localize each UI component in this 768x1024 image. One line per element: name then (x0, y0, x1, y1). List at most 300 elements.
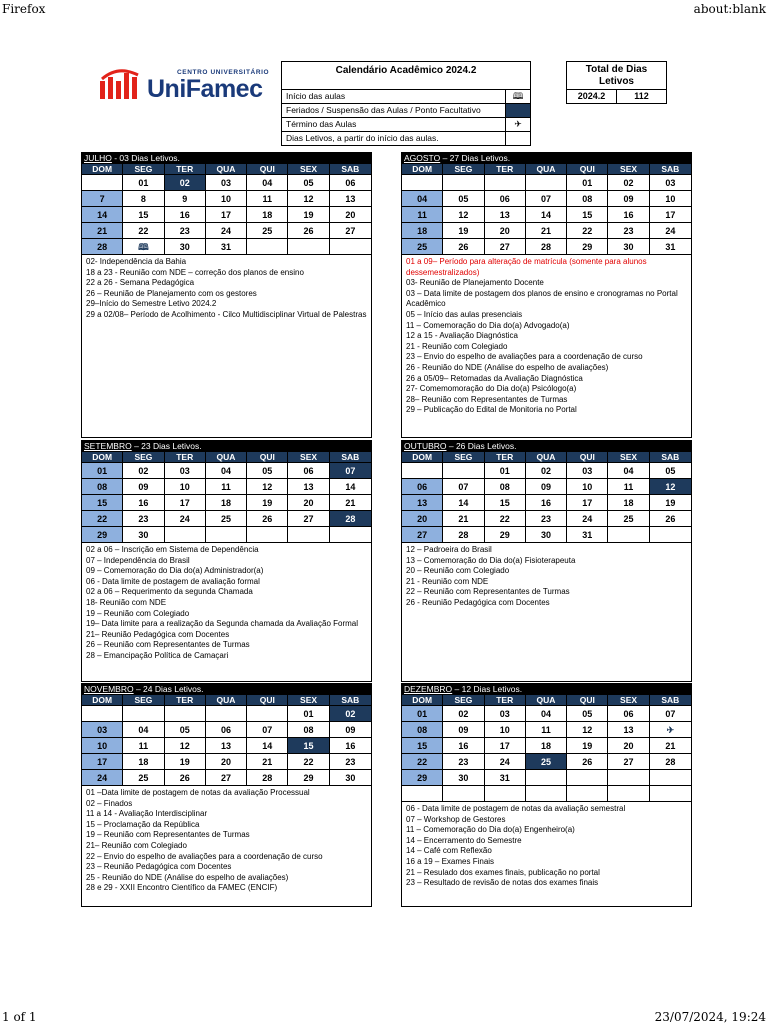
day-cell: 10 (82, 738, 123, 754)
day-cell: 27 (330, 223, 371, 239)
legend-item-label: Início das aulas (282, 90, 506, 103)
note-item: 12 a 15 - Avaliação Diagnóstica (406, 331, 518, 341)
day-cell: 01 (82, 463, 123, 479)
month-dezembro (401, 683, 692, 907)
note-item: 01 –Data limite de postagem de notas da avaliação Processual (86, 788, 310, 797)
day-cell: 09 (330, 722, 371, 738)
day-cell: 18 (526, 738, 567, 754)
day-cell: 13 (288, 479, 329, 495)
month-julho (81, 152, 372, 438)
day-cell: 27 (485, 239, 526, 255)
day-cell: 19 (247, 495, 288, 511)
day-cell: 05 (650, 463, 691, 479)
day-cell: 23 (330, 754, 371, 770)
month-name: AGOSTO (404, 153, 441, 163)
month-title (82, 441, 371, 452)
month-title (402, 441, 691, 452)
day-cell: 04 (608, 463, 649, 479)
note-item: 25 - Reunião do NDE (Análise do espelho de avaliações) (86, 872, 289, 882)
month-name: OUTUBRO (404, 441, 447, 451)
note-item: 22 a 26 - Semana Pedagógica (86, 278, 195, 288)
day-cell: 25 (526, 754, 567, 770)
empty-day-cell (608, 770, 649, 786)
day-cell: 17 (165, 495, 206, 511)
empty-day-cell (82, 706, 123, 722)
month-grid (82, 695, 371, 786)
day-cell: 20 (206, 754, 247, 770)
note-item: 29 a 02/08– Período de Acolhimento - Cilco Multidisciplinar Virtual de Palestras (86, 309, 367, 319)
weekday-header: TER (485, 164, 526, 175)
legend-item-label: Término das Aulas (282, 118, 506, 131)
month-notes (402, 802, 691, 891)
month-school-days: – 24 Dias Letivos. (133, 684, 204, 694)
empty-day-cell (123, 706, 164, 722)
month-grid (402, 695, 691, 802)
empty-day-cell (608, 786, 649, 802)
day-cell: 13 (485, 207, 526, 223)
note-item: 28 – Emancipação Política de Camaçari (86, 650, 229, 660)
day-cell: 19 (567, 738, 608, 754)
day-cell: 06 (608, 706, 649, 722)
day-cell: 14 (247, 738, 288, 754)
empty-day-cell (165, 706, 206, 722)
day-cell: 15 (288, 738, 329, 754)
day-cell: 06 (206, 722, 247, 738)
month-grid (82, 164, 371, 255)
note-item: 21 - Reunião com Colegiado (406, 341, 508, 351)
day-cell: 17 (206, 207, 247, 223)
month-grid (402, 452, 691, 543)
note-item: 02 a 06 – Inscrição em Sistema de Dependência (86, 545, 259, 554)
weekday-header: DOM (82, 452, 123, 463)
note-item: 19 – Reunião com Colegiado (86, 608, 190, 618)
note-item: 19– Data limite para a realização da Segunda chamada da Avaliação Formal (86, 619, 359, 629)
day-cell: 15 (82, 495, 123, 511)
note-item: 14 – Encerramento do Semestre (406, 835, 522, 845)
month-school-days: – 23 Dias Letivos. (131, 441, 202, 451)
day-cell: 19 (165, 754, 206, 770)
day-cell: 27 (608, 754, 649, 770)
empty-day-cell (526, 770, 567, 786)
day-cell: 30 (608, 239, 649, 255)
note-item: 28– Reunião com Representantes de Turmas (406, 394, 568, 404)
legend-item-label: Dias Letivos, a partir do início das aulas. (282, 132, 506, 145)
month-title (82, 684, 371, 695)
day-cell: 23 (165, 223, 206, 239)
day-cell: 01 (567, 175, 608, 191)
weekday-header: SEX (288, 695, 329, 706)
note-item: 26 - Reunião do NDE (Análise do espelho de avaliações) (406, 362, 609, 372)
note-item: 03- Reunião de Planejamento Docente (406, 278, 544, 288)
day-cell: 11 (123, 738, 164, 754)
day-cell: 21 (526, 223, 567, 239)
month-school-days: – 12 Dias Letivos. (452, 684, 523, 694)
day-cell: 23 (608, 223, 649, 239)
day-cell: 12 (650, 479, 691, 495)
day-cell: 02 (526, 463, 567, 479)
weekday-header: SEG (443, 164, 484, 175)
day-cell: 23 (526, 511, 567, 527)
browser-url: about:blank (693, 2, 766, 16)
day-cell: 29 (82, 527, 123, 543)
day-cell: 28 (330, 511, 371, 527)
empty-day-cell (402, 463, 443, 479)
note-item: 29–Início do Semestre Letivo 2024.2 (86, 299, 217, 309)
weekday-header: DOM (402, 164, 443, 175)
weekday-header: TER (485, 452, 526, 463)
day-cell: 22 (123, 223, 164, 239)
print-datetime: 23/07/2024, 19:24 (654, 1010, 766, 1024)
month-novembro (81, 683, 372, 907)
weekday-header: QUA (526, 164, 567, 175)
weekday-header: SEX (608, 164, 649, 175)
day-cell: 24 (206, 223, 247, 239)
weekday-header: SEG (123, 164, 164, 175)
logo-mark-icon (98, 69, 144, 101)
note-item: 26 - Reunião Pedagógica com Docentes (406, 597, 550, 607)
weekday-header: SEG (443, 695, 484, 706)
note-item: 16 a 19 – Exames Finais (406, 856, 495, 866)
day-cell: 09 (526, 479, 567, 495)
day-cell: 27 (206, 770, 247, 786)
month-notes (82, 543, 371, 664)
note-item: 11 a 14 - Avaliação Interdisciplinar (86, 809, 208, 819)
empty-day-cell (650, 786, 691, 802)
day-cell: 08 (485, 479, 526, 495)
day-cell: 04 (206, 463, 247, 479)
empty-day-cell (330, 239, 371, 255)
day-cell: 04 (526, 706, 567, 722)
day-cell: 03 (82, 722, 123, 738)
day-cell: 16 (526, 495, 567, 511)
note-item: 23 – Resultado de revisão de notas dos exames finais (406, 878, 599, 888)
day-cell: 07 (443, 479, 484, 495)
day-cell: 12 (247, 479, 288, 495)
day-cell: 20 (330, 207, 371, 223)
day-cell: 09 (608, 191, 649, 207)
month-notes (82, 255, 371, 323)
book-icon: 🕮 (512, 91, 524, 101)
day-cell: 10 (485, 722, 526, 738)
note-item: 22 – Reunião com Representantes de Turmas (406, 587, 570, 597)
empty-day-cell (443, 786, 484, 802)
empty-day-cell (526, 175, 567, 191)
day-cell: 03 (165, 463, 206, 479)
day-cell: 16 (165, 207, 206, 223)
day-cell: 16 (123, 495, 164, 511)
day-cell: 21 (82, 223, 123, 239)
day-cell: 28 (526, 239, 567, 255)
empty-day-cell (485, 175, 526, 191)
day-cell: 18 (206, 495, 247, 511)
day-cell: 02 (608, 175, 649, 191)
empty-day-cell (247, 527, 288, 543)
weekday-header: TER (165, 452, 206, 463)
day-cell: 18 (123, 754, 164, 770)
day-cell: 09 (123, 479, 164, 495)
day-cell: 08 (567, 191, 608, 207)
empty-day-cell (650, 527, 691, 543)
day-cell: 03 (650, 175, 691, 191)
logo-name: UniFamec (147, 75, 263, 103)
empty-day-cell (567, 770, 608, 786)
day-cell: 24 (165, 511, 206, 527)
day-cell: 26 (443, 239, 484, 255)
book-icon: 🕮 (123, 239, 164, 255)
note-item: 21 - Reunião com NDE (406, 576, 489, 586)
empty-day-cell (82, 175, 123, 191)
month-school-days: – 26 Dias Letivos. (446, 441, 517, 451)
day-cell: 30 (165, 239, 206, 255)
note-item: 19 – Reunião com Representantes de Turmas (86, 830, 250, 840)
month-agosto (401, 152, 692, 438)
day-cell: 17 (650, 207, 691, 223)
weekday-header: QUA (526, 452, 567, 463)
day-cell: 10 (165, 479, 206, 495)
month-notes (82, 786, 371, 896)
day-cell: 30 (526, 527, 567, 543)
month-name: SETEMBRO (84, 441, 132, 451)
day-cell: 28 (247, 770, 288, 786)
browser-title: Firefox (2, 2, 46, 16)
day-cell: 26 (650, 511, 691, 527)
month-title (402, 684, 691, 695)
day-cell: 26 (288, 223, 329, 239)
day-cell: 07 (526, 191, 567, 207)
day-cell: 12 (165, 738, 206, 754)
day-cell: 24 (82, 770, 123, 786)
legend-box (281, 61, 531, 146)
empty-day-cell (443, 463, 484, 479)
empty-day-cell (288, 239, 329, 255)
empty-day-cell (288, 527, 329, 543)
weekday-header: QUA (206, 452, 247, 463)
month-school-days: – 27 Dias Letivos. (440, 153, 511, 163)
day-cell: 29 (485, 527, 526, 543)
day-cell: 20 (608, 738, 649, 754)
note-item: 11 – Comemoração do Dia do(a) Advogado(a) (406, 320, 570, 330)
note-item: 02 – Finados (86, 798, 133, 808)
day-cell: 17 (82, 754, 123, 770)
legend-title: Calendário Acadêmico 2024.2 (282, 62, 530, 90)
total-title: Total de Dias Letivos (567, 62, 666, 90)
day-cell: 18 (608, 495, 649, 511)
weekday-header: SAB (330, 164, 371, 175)
total-box (566, 61, 667, 104)
note-item: 26 – Reunião de Planejamento com os gestores (86, 288, 257, 298)
page-counter: 1 of 1 (2, 1010, 37, 1024)
day-cell: 27 (402, 527, 443, 543)
day-cell: 14 (82, 207, 123, 223)
legend-item-label: Feriados / Suspensão das Aulas / Ponto Facultativo (282, 104, 506, 117)
day-cell: 10 (567, 479, 608, 495)
day-cell: 06 (288, 463, 329, 479)
day-cell: 7 (82, 191, 123, 207)
note-item: 23 – Reunião Pedagógica com Docentes (86, 862, 232, 872)
weekday-header: SEG (123, 452, 164, 463)
day-cell: 01 (288, 706, 329, 722)
note-item: 01 a 09– Período para alteração de matrícula (somente para alunos dessemestralizados) (406, 257, 649, 277)
note-item: 26 a 05/09– Retomadas da Avaliação Diagnóstica (406, 373, 583, 383)
total-period: 2024.2 (567, 90, 617, 103)
month-setembro (81, 440, 372, 682)
day-cell: 25 (206, 511, 247, 527)
logo-subtitle: CENTRO UNIVERSITÁRIO (177, 69, 270, 76)
month-title (402, 153, 691, 164)
day-cell: 02 (165, 175, 206, 191)
note-item: 14 – Café com Reflexão (406, 846, 492, 856)
weekday-header: QUI (247, 164, 288, 175)
day-cell: 21 (247, 754, 288, 770)
day-cell: 14 (526, 207, 567, 223)
month-title (82, 153, 371, 164)
empty-day-cell (247, 706, 288, 722)
note-item: 18 a 23 - Reunião com NDE – correção dos planos de ensino (86, 267, 304, 277)
note-item: 13 – Comemoração do Dia do(a) Fisioterapeuta (406, 555, 576, 565)
weekday-header: DOM (82, 164, 123, 175)
weekday-header: QUA (206, 695, 247, 706)
day-cell: 20 (402, 511, 443, 527)
day-cell: 22 (288, 754, 329, 770)
empty-day-cell (485, 786, 526, 802)
weekday-header: SEX (288, 164, 329, 175)
day-cell: 12 (567, 722, 608, 738)
day-cell: 25 (608, 511, 649, 527)
weekday-header: SAB (650, 452, 691, 463)
month-notes (402, 255, 691, 418)
day-cell: 13 (330, 191, 371, 207)
day-cell: 20 (288, 495, 329, 511)
weekday-header: QUI (567, 695, 608, 706)
holiday-swatch (506, 104, 530, 117)
note-item: 12 – Padroeira do Brasil (406, 545, 492, 554)
day-cell: 03 (485, 706, 526, 722)
note-item: 21– Reunião Pedagógica com Docentes (86, 629, 230, 639)
day-cell: 15 (402, 738, 443, 754)
day-cell: 05 (443, 191, 484, 207)
day-cell: 22 (567, 223, 608, 239)
airplane-icon: ✈ (650, 722, 691, 738)
empty-day-cell (443, 175, 484, 191)
weekday-header: QUA (206, 164, 247, 175)
day-cell: 01 (402, 706, 443, 722)
note-item: 09 – Comemoração do Dia do(a) Administrador(a) (86, 566, 264, 576)
day-cell: 30 (443, 770, 484, 786)
day-cell: 12 (288, 191, 329, 207)
note-item: 21 – Resulado dos exames finais, publicação no portal (406, 867, 600, 877)
day-cell: 25 (247, 223, 288, 239)
day-cell: 18 (247, 207, 288, 223)
airplane-icon: ✈ (514, 119, 522, 129)
weekday-header: SEG (123, 695, 164, 706)
day-cell: 26 (165, 770, 206, 786)
day-cell: 11 (608, 479, 649, 495)
weekday-header: SAB (330, 452, 371, 463)
month-name: NOVEMBRO (84, 684, 134, 694)
day-cell: 01 (123, 175, 164, 191)
day-cell: 28 (443, 527, 484, 543)
note-item: 26 – Reunião com Representantes de Turmas (86, 640, 250, 650)
day-cell: 21 (330, 495, 371, 511)
day-cell: 25 (402, 239, 443, 255)
day-cell: 22 (485, 511, 526, 527)
weekday-header: TER (485, 695, 526, 706)
weekday-header: SAB (650, 164, 691, 175)
note-item: 15 – Proclamação da República (86, 819, 200, 829)
weekday-header: QUI (247, 695, 288, 706)
note-item: 28 e 29 - XXII Encontro Científico da FAMEC (ENCIF) (86, 883, 278, 893)
day-cell: 02 (443, 706, 484, 722)
note-item: 11 – Comemoração do Dia do(a) Engenheiro(a) (406, 825, 575, 835)
weekday-header: SEX (608, 452, 649, 463)
weekday-header: TER (165, 164, 206, 175)
day-cell: 21 (443, 511, 484, 527)
day-cell: 16 (443, 738, 484, 754)
empty-day-cell (402, 786, 443, 802)
day-cell: 11 (247, 191, 288, 207)
weekday-header: DOM (402, 452, 443, 463)
day-cell: 29 (567, 239, 608, 255)
day-cell: 05 (247, 463, 288, 479)
day-cell: 12 (443, 207, 484, 223)
day-cell: 05 (288, 175, 329, 191)
empty-day-cell (608, 527, 649, 543)
total-days: 112 (634, 91, 649, 101)
day-cell: 19 (650, 495, 691, 511)
day-cell: 24 (485, 754, 526, 770)
note-item: 29 – Publicação do Edital de Monitoria no Portal (406, 405, 577, 415)
day-cell: 06 (330, 175, 371, 191)
weekday-header: QUI (247, 452, 288, 463)
day-cell: 03 (206, 175, 247, 191)
day-cell: 11 (526, 722, 567, 738)
note-item: 05 – Início das aulas presenciais (406, 309, 523, 319)
empty-day-cell (402, 175, 443, 191)
day-cell: 08 (402, 722, 443, 738)
day-cell: 16 (608, 207, 649, 223)
day-cell: 06 (402, 479, 443, 495)
day-cell: 07 (247, 722, 288, 738)
note-item: 27- Comemomoração do Dia do(a) Psicólogo(a) (406, 384, 577, 394)
day-cell: 05 (567, 706, 608, 722)
day-cell: 29 (402, 770, 443, 786)
day-cell: 23 (123, 511, 164, 527)
note-item: 21– Reunião com Colegiado (86, 840, 187, 850)
weekday-header: QUI (567, 164, 608, 175)
day-cell: 8 (123, 191, 164, 207)
weekday-header: SEG (443, 452, 484, 463)
note-item: 06 - Data limite de postagem de avaliação formal (86, 576, 260, 586)
month-outubro (401, 440, 692, 682)
day-cell: 28 (650, 754, 691, 770)
day-cell: 07 (650, 706, 691, 722)
day-cell: 02 (123, 463, 164, 479)
day-cell: 14 (330, 479, 371, 495)
day-cell: 08 (288, 722, 329, 738)
day-cell: 13 (206, 738, 247, 754)
month-school-days: - 03 Dias Letivos. (111, 153, 180, 163)
day-cell: 31 (650, 239, 691, 255)
day-cell: 19 (288, 207, 329, 223)
weekday-header: SAB (330, 695, 371, 706)
day-cell: 11 (206, 479, 247, 495)
day-cell: 26 (247, 511, 288, 527)
empty-day-cell (206, 706, 247, 722)
day-cell: 10 (206, 191, 247, 207)
weekday-header: QUI (567, 452, 608, 463)
empty-day-cell (526, 786, 567, 802)
day-cell: 15 (485, 495, 526, 511)
